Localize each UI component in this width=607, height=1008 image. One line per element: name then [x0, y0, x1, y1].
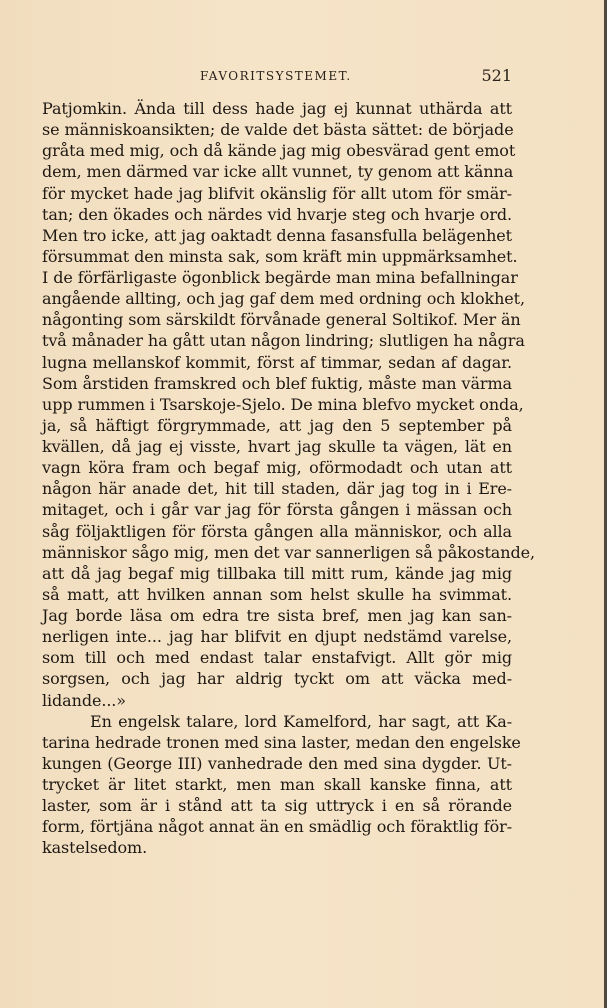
text-line: såg följaktligen för första gången alla människor, och alla	[42, 521, 512, 541]
text-line: Som årstiden framskred och blef fuktig, måste man värma	[42, 373, 512, 393]
text-line: trycket är litet starkt, men man skall kanske finna, att	[42, 775, 512, 794]
body-text	[42, 98, 535, 859]
text-line: kvällen, då jag ej visste, hvart jag skulle ta vägen, lät en	[42, 437, 512, 456]
text-line: I de förfärligaste ögonblick begärde man mina befallningar	[42, 268, 518, 287]
text-line: Men tro icke, att jag oaktadt denna fasansfulla belägenhet	[42, 225, 512, 245]
text-line: för mycket hade jag blifvit okänslig för allt utom för smär-	[42, 183, 512, 203]
text-line: ja, så häftigt förgrymmade, att jag den 5 september på	[42, 415, 512, 435]
text-line: någon här anade det, hit till staden, där jag tog in i Ere-	[42, 479, 512, 499]
text-line: någonting som särskildt förvånade general Soltikof. Mer än	[42, 310, 521, 330]
text-line: tan; den ökades och närdes vid hvarje steg och hvarje ord.	[42, 204, 513, 224]
text-line: En engelsk talare, lord Kamelford, har sagt, att Ka-	[90, 711, 512, 731]
text-line: Patjomkin. Ända till dess hade jag ej kunnat uthärda att	[42, 99, 512, 118]
text-line: lugna mellanskof kommit, först af timmar, sedan af dagar.	[42, 352, 512, 372]
text-line: vagn köra fram och begaf mig, oförmodadt och utan att	[42, 458, 512, 478]
text-line: form, förtjäna något annat än en smädlig och föraktlig för-	[42, 817, 512, 837]
text-line: mitaget, och i går var jag för första gången i mässan och	[42, 500, 512, 520]
text-line: Jag borde läsa om edra tre sista bref, men jag kan san-	[42, 606, 512, 625]
text-line: upp rummen i Tsarskoje-Sjelo. De mina blefvo mycket onda,	[42, 394, 524, 414]
text-line: lidande...»	[42, 690, 126, 710]
text-line: två månader ha gått utan någon lindring; slutligen ha några	[42, 331, 525, 351]
page-header	[42, 66, 512, 88]
text-line: angående allting, och jag gaf dem med ordning och klokhet,	[42, 289, 525, 309]
text-line: se människoansikten; de valde det bästa sättet: de började	[42, 120, 514, 140]
running-title: FAVORITSYSTEMET.	[200, 69, 352, 83]
text-line: så matt, att hvilken annan som helst skulle ha svimmat.	[42, 584, 512, 604]
text-line: som till och med endast talar enstafvigt. Allt gör mig	[42, 648, 512, 668]
text-line: dem, men därmed var icke allt vunnet, ty genom att känna	[42, 162, 514, 182]
text-line: nerligen inte... jag har blifvit en djupt nedstämd varelse,	[42, 627, 512, 647]
text-line: kastelsedom.	[42, 838, 148, 858]
page-number: 521	[481, 66, 512, 85]
text-line: försummat den minsta sak, som kräft min uppmärksamhet.	[42, 246, 518, 266]
text-line: att då jag begaf mig tillbaka till mitt rum, kände jag mig	[42, 563, 512, 583]
text-line: sorgsen, och jag har aldrig tyckt om att väcka med-	[42, 669, 512, 689]
text-line: människor sågo mig, men det var sannerligen så påkostande,	[42, 542, 535, 562]
text-line: gråta med mig, och då kände jag mig obesvärad gent emot	[42, 141, 516, 161]
text-line: kungen (George III) vanhedrade den med sina dygder. Ut-	[42, 753, 512, 773]
text-line: laster, som är i stånd att ta sig uttryck i en så rörande	[42, 796, 512, 816]
text-line: tarina hedrade tronen med sina laster, medan den engelske	[42, 732, 521, 752]
